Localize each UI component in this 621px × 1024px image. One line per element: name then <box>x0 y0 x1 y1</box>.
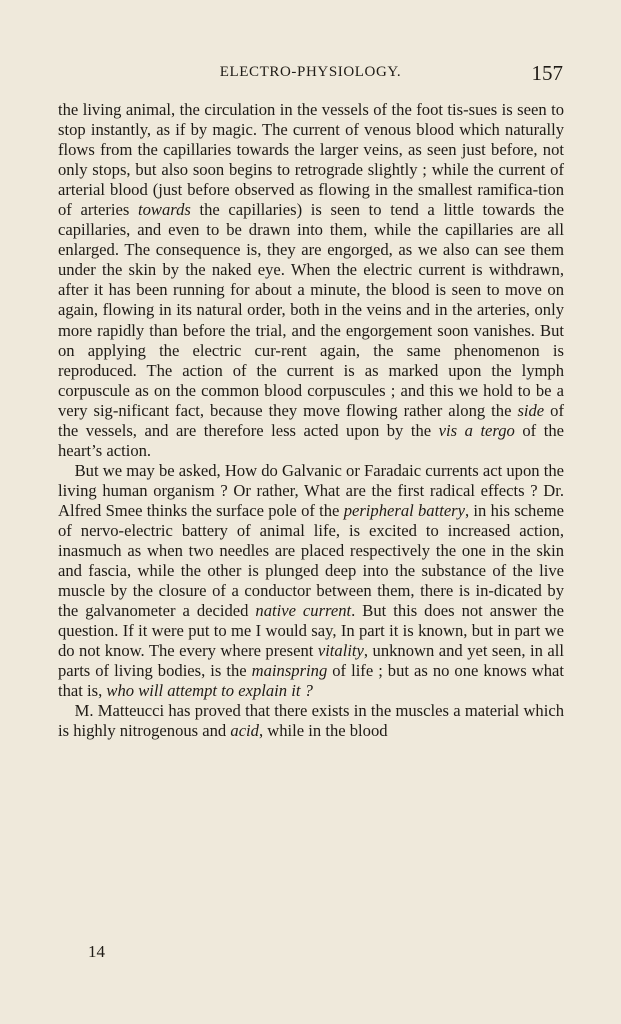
page-number: 157 <box>531 61 563 85</box>
signature-mark: 14 <box>88 942 105 961</box>
italic-text: acid <box>230 721 259 741</box>
italic-text: side <box>517 400 545 420</box>
text-run: But we may be asked, How do Galvanic or Faradaic currents act upon the living human organism ? Or rather, What are the first radical effects ? Dr. Alfred Smee thinks the surface pole of the <box>58 460 564 520</box>
italic-text: peripheral battery <box>343 500 466 520</box>
text-run: , unknown and yet seen, in all parts of living bodies, is the <box>58 641 564 681</box>
paragraph <box>58 461 564 702</box>
running-head <box>58 61 563 88</box>
italic-text: who will attempt to explain it ? <box>106 681 313 701</box>
text-run: M. Matteucci has proved that there exists in the muscles a material which is highly nitrogenous and <box>58 701 564 741</box>
italic-text: mainspring <box>251 661 328 681</box>
text-run: the capillaries) is seen to tend a little towards the capillaries, and even to be drawn into them, while the capillaries are all enlarged. The consequence is, they are engorged, as we also can see them under the skin by the naked eye. When the electric current is withdrawn, after it has been running for about a minute, the blood is seen to move on again, flowing in its natural order, both in the veins and in the arteries, only more rapidly than before the trial, and the engorgement soon vanishes. But on applying the electric cur-rent again, the same phenomenon is reproduced. The action of the current is as marked upon the lymph corpuscule as on the common blood corpuscules ; and this we hold to be a very sig-nificant fact, because they move flowing rather along the <box>58 200 564 420</box>
running-title: ELECTRO-PHYSIOLOGY. <box>219 64 402 80</box>
paragraph <box>58 100 564 461</box>
text-run: the living animal, the circulation in the vessels of the foot tis-sues is seen to stop instantly, as if by magic. The current of venous blood which naturally flows from the capillaries towards the larger veins, as seen just before, not only stops, but also soon begins to retrograde slightly ; while the current of arterial blood (just before observed as flowing in the smallest ramifica-tion of arteries <box>58 100 564 220</box>
text-run: . But this does not answer the question. If it were put to me I would say, In part it is known, but in part we do not know. The every where present <box>58 601 564 661</box>
text-run: , while in the blood <box>258 721 388 741</box>
paragraph <box>58 701 564 741</box>
text-run: of the vessels, and are therefore less acted upon by the <box>58 400 564 440</box>
body-text <box>58 100 564 742</box>
text-run: of life ; but as no one knows what that is, <box>58 661 564 701</box>
italic-text: towards <box>137 200 191 220</box>
italic-text: vis a tergo <box>438 420 515 440</box>
italic-text: vitality <box>317 641 364 661</box>
text-run: , in his scheme of nervo-electric battery of animal life, is excited to increased action, inasmuch as when two needles are placed respectively the one in the skin and fascia, while the other is plunged deep into the substance of the live muscle by the closure of a conductor between them, there is in-dicated by the galvanometer a decided <box>58 500 564 621</box>
italic-text: native current <box>255 601 352 621</box>
text-run: of the heart’s action. <box>58 420 564 460</box>
